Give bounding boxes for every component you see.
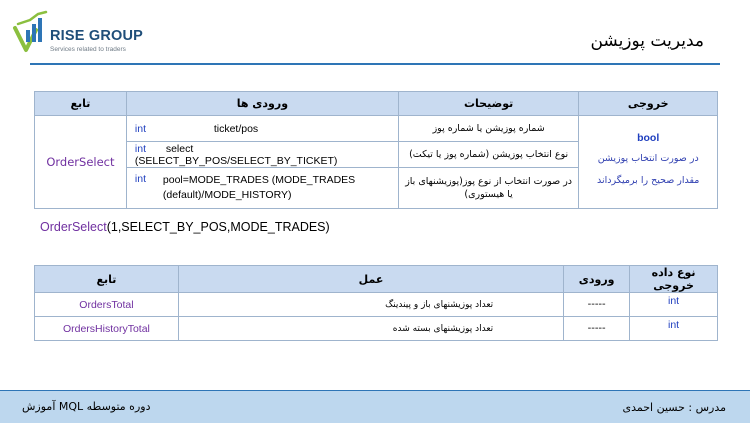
logo-chart-icon	[12, 10, 52, 58]
header-function: تابع	[35, 92, 127, 116]
input-param	[126, 142, 398, 168]
param-description: نوع انتخاب پوزیشن (شماره پوز یا تیکت)	[398, 142, 579, 168]
table-header-row	[35, 266, 718, 293]
function-action: تعداد پوزیشنهای بسته شده	[178, 317, 563, 341]
function-input: -----	[564, 317, 630, 341]
output-cell	[579, 116, 718, 209]
param-type: int	[134, 142, 146, 155]
output-desc-line1: در صورت انتخاب پوزیشن	[597, 153, 699, 164]
output-desc-line2: مقدار صحیح را برمیگرداند	[596, 175, 700, 186]
title-divider	[30, 63, 720, 65]
param-type: int	[134, 173, 146, 185]
function-name: OrderSelect	[35, 116, 127, 209]
course-title: آموزش MQL دوره متوسطه	[22, 400, 151, 413]
table-row	[35, 116, 718, 142]
header-function: تابع	[35, 266, 179, 293]
output-type: bool	[637, 132, 660, 144]
function-action: تعداد پوزیشنهای باز و پیندینگ	[178, 293, 563, 317]
function-name: OrdersTotal	[35, 293, 179, 317]
param-type: int	[134, 122, 146, 135]
brand-name: RISE GROUP	[50, 28, 144, 44]
header-input: ورودی	[564, 266, 630, 293]
footer-bar	[0, 390, 750, 423]
function-input: -----	[564, 293, 630, 317]
brand-tagline: Services related to traders	[50, 46, 126, 53]
page-title: مدیریت پوزیشن	[590, 31, 704, 51]
header-action: عمل	[178, 266, 563, 293]
rise-group-logo	[12, 10, 144, 60]
param-name: ticket/pos	[213, 122, 259, 135]
function-output-type: int	[630, 317, 718, 341]
input-param	[126, 116, 398, 142]
function-name: OrdersHistoryTotal	[35, 317, 179, 341]
code-example	[40, 220, 330, 234]
header-output: خروجی	[579, 92, 718, 116]
orders-count-table	[34, 265, 718, 341]
param-description: شماره پوزیشن یا شماره پوز	[398, 116, 579, 142]
table-row	[35, 317, 718, 341]
header-descriptions: توضیحات	[398, 92, 579, 116]
example-function: OrderSelect	[40, 220, 107, 234]
teacher-name: مدرس : حسین احمدی	[622, 401, 726, 414]
table-row	[35, 293, 718, 317]
table-header-row	[35, 92, 718, 116]
param-name: select (SELECT_BY_POS/SELECT_BY_TICKET)	[134, 142, 338, 167]
param-name: pool=MODE_TRADES (MODE_TRADES (default)/MODE_HISTORY)	[162, 174, 356, 201]
param-description: در صورت انتخاب از نوع پوز(پوزیشنهای باز یا هیستوری)	[398, 168, 579, 209]
function-output-type: int	[630, 293, 718, 317]
example-args: (1,SELECT_BY_POS,MODE_TRADES)	[106, 220, 330, 234]
order-select-table	[34, 91, 718, 209]
input-param	[126, 168, 398, 209]
header-inputs: ورودی ها	[126, 92, 398, 116]
header-output-type: نوع داده خروجی	[630, 266, 718, 293]
